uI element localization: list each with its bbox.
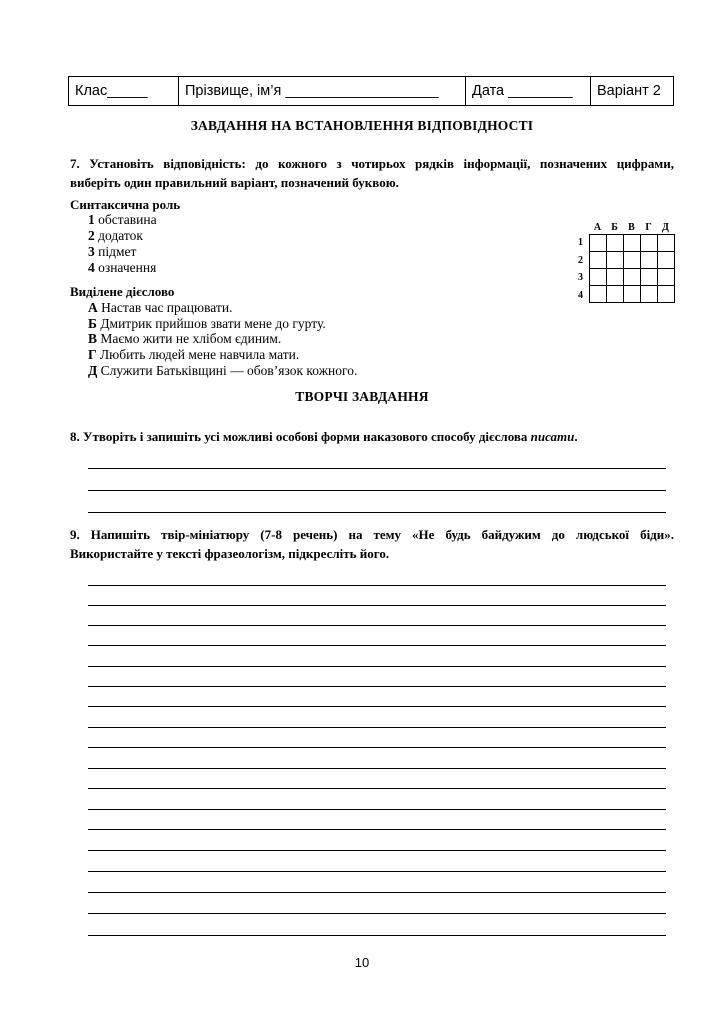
grid-cell[interactable] xyxy=(641,252,658,269)
question-9-line2: Використайте у тексті фразеологізм, підкресліть його. xyxy=(70,546,390,561)
grid-row-label: 3 xyxy=(578,272,583,283)
question-8: 8. Утворіть і запишіть усі можливі особові форми наказового способу дієслова писати. xyxy=(70,429,578,444)
list-item: В Маємо жити не хлібом єдиним. xyxy=(88,331,282,346)
grid-cell[interactable] xyxy=(590,269,607,286)
variant-label: Варіант 2 xyxy=(597,83,661,99)
answer-line[interactable] xyxy=(88,706,666,707)
grid-cell[interactable] xyxy=(607,235,624,252)
question-7-line2: виберіть один правильний варіант, позначений буквою. xyxy=(70,175,399,190)
answer-line[interactable] xyxy=(88,829,666,830)
grid-col-label: А xyxy=(593,222,602,233)
answer-line[interactable] xyxy=(88,788,666,789)
list-item: 3 підмет xyxy=(88,244,137,259)
list-item: 1 обставина xyxy=(88,212,157,227)
answer-line[interactable] xyxy=(88,605,666,606)
answer-line[interactable] xyxy=(88,468,666,469)
grid-cell[interactable] xyxy=(607,252,624,269)
answer-grid xyxy=(589,234,675,303)
name-field[interactable] xyxy=(179,77,466,105)
list-item: 2 додаток xyxy=(88,228,143,243)
question-7-line1: 7. Установіть відповідність: до кожного з чотирьох рядків інформації, позначених цифрами, xyxy=(70,156,674,171)
grid-cell[interactable] xyxy=(624,252,641,269)
verb-word: писати xyxy=(530,429,575,444)
grid-row-label: 1 xyxy=(578,237,583,248)
answer-line[interactable] xyxy=(88,490,666,491)
grid-cell[interactable] xyxy=(641,269,658,286)
list-item: А Настав час працювати. xyxy=(88,300,233,315)
grid-cell[interactable] xyxy=(590,235,607,252)
grid-col-label: Г xyxy=(645,222,652,233)
grid-col-label: В xyxy=(628,222,635,233)
answer-line[interactable] xyxy=(88,585,666,586)
page-number: 10 xyxy=(354,955,370,970)
list-item: Г Любить людей мене навчила мати. xyxy=(88,347,300,362)
grid-row-label: 2 xyxy=(578,255,583,266)
header-table xyxy=(68,76,674,106)
answer-line[interactable] xyxy=(88,935,666,936)
grid-cell[interactable] xyxy=(590,286,607,303)
grid-cell[interactable] xyxy=(607,269,624,286)
grid-cell[interactable] xyxy=(590,252,607,269)
question-9 xyxy=(70,525,674,563)
question-9-line1: 9. Напишіть твір-мініатюру (7-8 речень) на тему «Не будь байдужим до людської біди». xyxy=(70,527,674,542)
grid-col-label: Д xyxy=(662,222,669,233)
class-field[interactable] xyxy=(69,77,179,105)
section-title-matching: ЗАВДАННЯ НА ВСТАНОВЛЕННЯ ВІДПОВІДНОСТІ xyxy=(190,118,534,133)
grid-cell[interactable] xyxy=(607,286,624,303)
class-label: Клас_____ xyxy=(75,83,148,99)
answer-line[interactable] xyxy=(88,809,666,810)
answer-line[interactable] xyxy=(88,871,666,872)
grid-cell[interactable] xyxy=(658,252,675,269)
section-title-creative: ТВОРЧІ ЗАВДАННЯ xyxy=(295,389,429,404)
grid-cell[interactable] xyxy=(641,235,658,252)
list-item: Б Дмитрик прийшов звати мене до гурту. xyxy=(88,316,326,331)
answer-line[interactable] xyxy=(88,625,666,626)
group-verb-title: Виділене дієслово xyxy=(70,284,175,299)
list-item: Д Служити Батьківщині — обов’язок кожного. xyxy=(88,363,358,378)
answer-line[interactable] xyxy=(88,913,666,914)
date-field[interactable] xyxy=(466,77,591,105)
answer-line[interactable] xyxy=(88,645,666,646)
grid-cell[interactable] xyxy=(658,286,675,303)
grid-cell[interactable] xyxy=(624,235,641,252)
answer-line[interactable] xyxy=(88,666,666,667)
grid-row-label: 4 xyxy=(578,290,583,301)
grid-cell[interactable] xyxy=(658,269,675,286)
answer-line[interactable] xyxy=(88,686,666,687)
answer-line[interactable] xyxy=(88,727,666,728)
grid-cell[interactable] xyxy=(658,235,675,252)
answer-line[interactable] xyxy=(88,512,666,513)
answer-line[interactable] xyxy=(88,892,666,893)
variant-field xyxy=(591,77,673,105)
list-item: 4 означення xyxy=(88,260,157,275)
name-label: Прізвище, ім’я ___________________ xyxy=(185,83,439,99)
group-syntactic-role-title: Синтаксична роль xyxy=(70,197,181,212)
question-7 xyxy=(70,154,674,192)
answer-line[interactable] xyxy=(88,768,666,769)
grid-col-label: Б xyxy=(611,222,618,233)
date-label: Дата ________ xyxy=(472,83,573,99)
answer-line[interactable] xyxy=(88,747,666,748)
answer-line[interactable] xyxy=(88,850,666,851)
grid-cell[interactable] xyxy=(624,286,641,303)
grid-cell[interactable] xyxy=(641,286,658,303)
grid-cell[interactable] xyxy=(624,269,641,286)
